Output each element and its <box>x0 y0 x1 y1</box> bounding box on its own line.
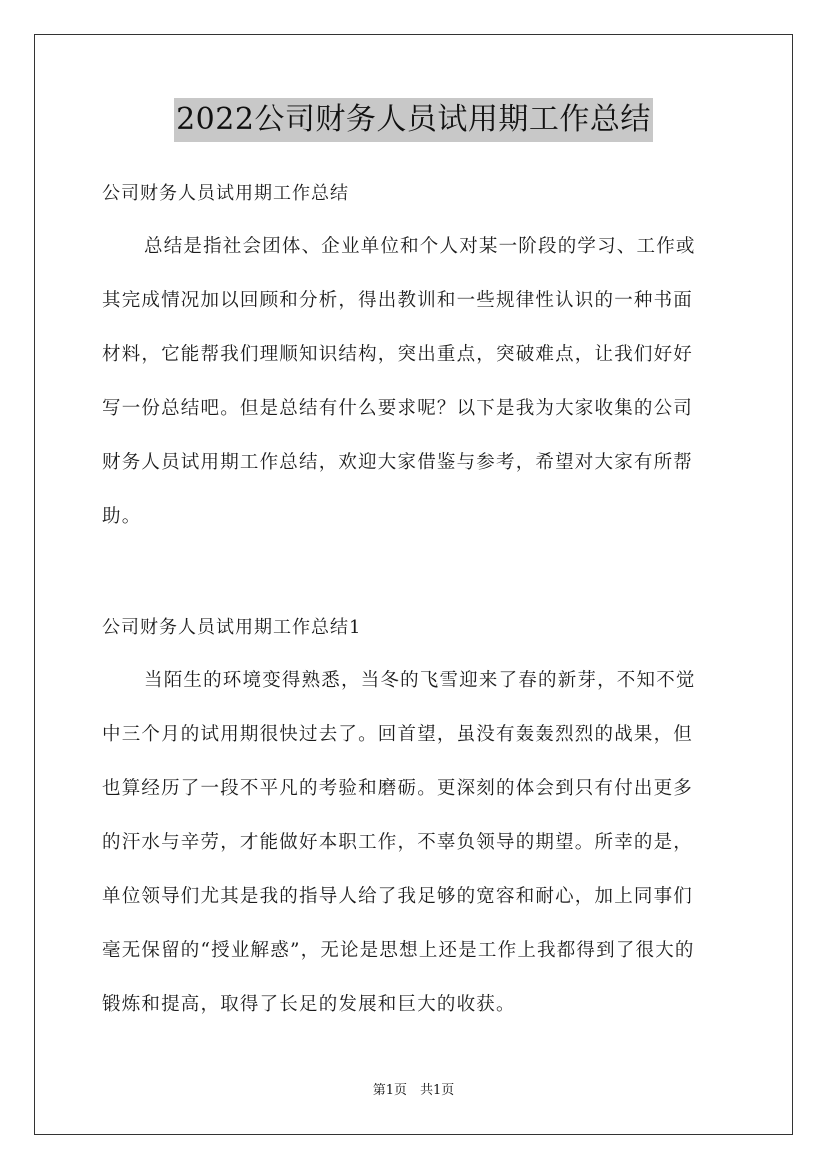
paragraph-line: 锻炼和提高，取得了长足的发展和巨大的收获。 <box>102 994 516 1015</box>
paragraph-line: 其完成情况加以回顾和分析，得出教训和一些规律性认识的一种书面 <box>102 290 694 311</box>
paragraph-line: 中三个月的试用期很快过去了。回首望，虽没有轰轰烈烈的战果，但 <box>102 724 694 745</box>
paragraph-line: 材料，它能帮我们理顺知识结构，突出重点，突破难点，让我们好好 <box>102 344 694 365</box>
title-container <box>0 98 827 142</box>
intro-heading: 公司财务人员试用期工作总结 <box>102 183 349 204</box>
document-title: 2022公司财务人员试用期工作总结 <box>174 98 653 142</box>
paragraph-line: 单位领导们尤其是我的指导人给了我足够的宽容和耐心，加上同事们 <box>102 886 694 907</box>
paragraph-line: 毫无保留的“授业解惑”，无论是思想上还是工作上我都得到了很大的 <box>102 940 695 961</box>
paragraph-line: 写一份总结吧。但是总结有什么要求呢？以下是我为大家收集的公司 <box>102 398 694 419</box>
intro-paragraph <box>102 220 728 544</box>
section1-paragraph <box>102 654 728 1032</box>
paragraph-line: 当陌生的环境变得熟悉，当冬的飞雪迎来了春的新芽，不知不觉 <box>144 670 696 691</box>
paragraph-line: 也算经历了一段不平凡的考验和磨砺。更深刻的体会到只有付出更多 <box>102 778 694 799</box>
paragraph-line: 助。 <box>102 506 142 527</box>
paragraph-line: 的汗水与辛劳，才能做好本职工作，不辜负领导的期望。所幸的是， <box>102 832 694 853</box>
paragraph-line: 财务人员试用期工作总结，欢迎大家借鉴与参考，希望对大家有所帮 <box>102 452 694 473</box>
section1-heading: 公司财务人员试用期工作总结1 <box>102 617 362 638</box>
page-footer: 第1页 共1页 <box>372 1083 455 1098</box>
paragraph-line: 总结是指社会团体、企业单位和个人对某一阶段的学习、工作或 <box>144 236 696 257</box>
